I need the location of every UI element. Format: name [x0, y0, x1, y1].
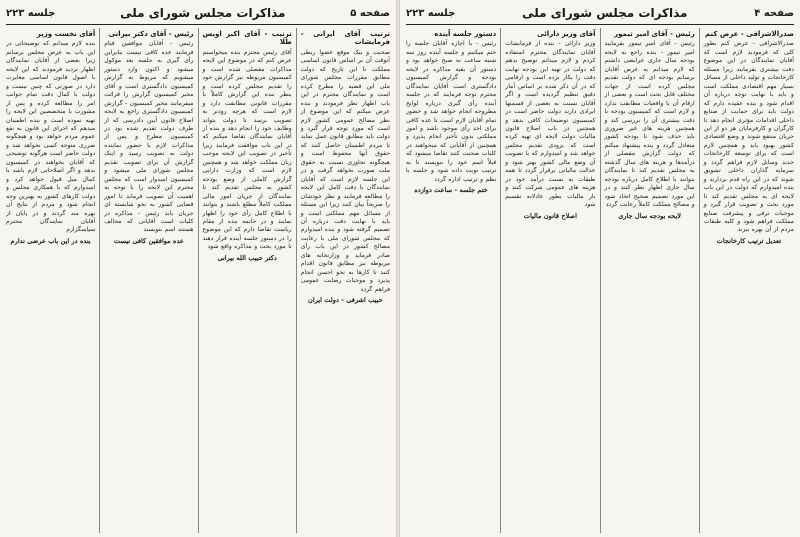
- column-heading: ترتیب آقای ایرانی - فرمایشات: [300, 30, 390, 47]
- left-header-page-number: صفحه ۵: [350, 7, 390, 19]
- text-column: [600, 28, 695, 533]
- column-body: صحبت و بیک موقع عضوا ربطی آنوقت آن بر اساس قانون اساسی مملکت تا این تاریخ که دولت مطابق مقررات مجلس شورای ملی این قضیه را مطرح کرده است و نمایندگان محترم در این باب اظهار نظر فرمودند و بنده عرض میکنم که این موضوع از نظر مصالح عمومی کشور لازم است که مورد توجه قرار گیرد و دولت باید مطابق قانون عمل نماید تا مردم اطمینان حاصل کنند که حقوق آنها محفوظ است و هیچگونه تجاوزی نسبت به حقوق ملت صورت نخواهد گرفت و در این جلسه لازم است که آقایان نمایندگان با دقت کامل این لایحه را مطالعه فرمایند و نظر خودشان را صریحاً بیان کنند زیرا این مسئله از مسائل مهم مملکتی است و باید با نهایت دقت درباره آن تصمیم گرفته شود و بنده امیدوارم که مجلس شورای ملی با رعایت مصالح کشور در این باب رأی صادر فرماید و وزارتخانه های مربوطه نیز مطابق قانون اقدام کنند تا کارها به نحو احسن انجام پذیرد و موجبات رضایت عمومی فراهم گردد: [300, 48, 390, 293]
- column-body: صدرالاشرافی - عرض کنم بطور کلی که فرمودید لازم است که آقایان نمایندگان در این موضوع دقت بیشتری بفرمایند زیرا مسئله کارخانجات و تولید داخلی از مسائل بسیار مهم اقتصادی مملکت است و باید با نهایت توجه درباره آن اقدام شود و بنده عقیده دارم که دولت باید برای حمایت از صنایع داخلی اقدامات مؤثری انجام دهد تا کارگران و کارفرمایان هر دو از این جریان منتفع شوند و وضع اقتصادی کشور بهبود یابد و همچنین لازم است که برای توسعه کارخانجات جدید وسایل لازم فراهم گردد و سرمایه گذاران داخلی تشویق شوند که در این راه قدم بردارند و بنده امیدوارم که دولت در این باب لایحه ای به مجلس تقدیم کند تا مورد بحث و تصویب قرار گیرد و موجبات ترقی و پیشرفت صنایع مملکت فراهم شود و کلیه طبقات مردم از آن بهره ببرند: [703, 40, 794, 234]
- column-heading: آقای وزیر دارائی: [537, 30, 596, 38]
- right-header-page-number: صفحه ۴: [754, 7, 794, 19]
- column-heading: رئیس - آقای امیر تیمور: [614, 30, 695, 38]
- left-page: [0, 0, 397, 537]
- column-subheading: تعدیل ترتیب کارخانجات: [716, 236, 782, 245]
- right-page-columns: [406, 28, 794, 533]
- column-body: رئیس - آقایان موافقین قیام فرمایند عده کافی نیست بنابراین رأی گیری به جلسه بعد موکول میشود و اکنون وارد دستور میشویم که مربوط به گزارش کمیسیون دادگستری است و آقای مخبر کمیسیون گزارش را قرائت میفرمایند مخبر کمیسیون - گزارش کمیسیون دادگستری راجع به لایحه اصلاح قانون آیین دادرسی که از طرف دولت تقدیم شده بود در کمیسیون مطرح و پس از مذاکرات لازم با حضور نماینده دولت به تصویب رسید و اینک گزارش آن برای تصویب تقدیم مجلس شورای ملی میشود و کمیسیون امیدوار است که مجلس محترم این لایحه را با توجه به اهمیت آن تصویب فرماید تا امور قضایی کشور به نحو شایسته ای جریان یابد رئیس - مذاکره در کلیات است آقایانی که مخالف هستند اسم بنویسند: [104, 40, 194, 234]
- column-subheading: عده موافقین کافی نیست: [113, 236, 184, 245]
- column-heading: دستور جلسه آینده: [434, 30, 497, 38]
- left-page-columns: [6, 28, 390, 533]
- column-heading: آقای نخست وزیر: [36, 30, 96, 38]
- column-body: وزیر دارائی - بنده از فرمایشات آقایان نمایندگان محترم استفاده کردم و لازم میدانم توضیح بدهم که دولت در تهیه این بودجه نهایت دقت را بکار برده است و ارقامی که در آن ذکر شده بر اساس آمار دقیق تنظیم گردیده است و اگر آقایان نسبت به بعضی از قسمتها ایرادی دارند دولت حاضر است در کمیسیون توضیحات کافی بدهد و همچنین در باب اصلاح قانون مالیات دولت لایحه ای تهیه کرده است که بزودی تقدیم مجلس خواهد شد و امیدوارم که با تصویب آن وضع مالی کشور بهتر شود و عدالت مالیاتی برقرار گردد تا همه طبقات به نسبت درآمد خود در هزینه های عمومی شرکت کنند و بار مالیات بطور عادلانه تقسیم شود: [505, 40, 596, 209]
- text-column: [500, 28, 595, 533]
- text-column: [699, 28, 794, 533]
- column-heading: ترتیب - آقای اکبر اویس طلا: [202, 30, 292, 47]
- column-subheading: ختم جلسه - ساعت دوازده: [414, 186, 488, 195]
- column-body: رئیس - با اجازه آقایان جلسه را ختم میکنیم و جلسه آینده روز سه شنبه ساعت نه صبح خواهد بود و دستور آن بقیه مذاکره در لایحه بودجه و گزارش کمیسیون دادگستری است آقایان نمایندگان محترم توجه فرمایند که در جلسه آینده رأی گیری درباره لوایح مطروحه انجام خواهد شد و حضور تمام آقایان لازم است تا عده کافی برای اخذ رأی موجود باشد و امور مملکتی بدون تأخیر انجام پذیرد و همچنین از آقایانی که میخواهند در کلیات صحبت کنند تقاضا میشود که قبلاً اسم خود را بنویسند تا به ترتیب نوبت داده شود و جلسه با نظم و ترتیب اداره گردد: [406, 40, 497, 183]
- text-column: [406, 28, 496, 533]
- text-column: [99, 28, 193, 533]
- column-subheading: اصلاح قانون مالیات: [523, 211, 577, 220]
- text-column: [6, 28, 95, 533]
- column-subheading: بنده در این باب عرضی ندارم: [10, 236, 91, 245]
- text-column: [296, 28, 390, 533]
- column-body: آقای رئیس محترم بنده میخواستم عرض کنم که در موضوع این لایحه مذاکرات مفصلی شده است و کمیسیون مربوطه نیز گزارش خود را تقدیم مجلس کرده است و بنظر بنده این گزارش کاملاً با مقررات قانونی مطابقت دارد و لازم است که هرچه زودتر به تصویب برسد تا دولت بتواند وظایف خود را انجام دهد و بنده از آقایان نمایندگان تقاضا میکنم که در این باب موافقت فرمایند زیرا تأخیر در تصویب این لایحه موجب زیان مملکت خواهد شد و همچنین لازم است که وزارت دارایی گزارش کاملی از وضع بودجه کشور به مجلس تقدیم کند تا نمایندگان از جریان امور مالی مملکت کاملاً مطلع باشند و بتوانند با اطلاع کامل رأی خود را اظهار نمایند و در خاتمه بنده از مقام ریاست تقاضا دارم که این موضوع را در دستور جلسه آینده قرار دهند تا مورد بحث و مذاکره واقع شود: [202, 48, 292, 251]
- text-column: [198, 28, 292, 533]
- column-heading: رئیس - آقای دکتر بیرانی: [108, 30, 194, 38]
- column-subheading: حبیب اشرفی - دولت ایران: [308, 296, 383, 305]
- right-page-header: [406, 2, 794, 25]
- column-subheading: دکتر حبیب الله بیرانی: [217, 253, 277, 262]
- right-header-session: جلسه ۲۲۳: [406, 7, 456, 19]
- column-body: رئیس - آقای امیر تیمور بفرمایید امیر تیمور - بنده راجع به لایحه بودجه سال جاری عرایضی داشتم که لازم میدانم به عرض آقایان برسانم بودجه ای که دولت تقدیم مجلس کرده است از جهات مختلف قابل بحث است و بعضی از ارقام آن با واقعیات مطابقت ندارد و لازم است که کمیسیون بودجه با دقت بیشتری آن را بررسی کند و همچنین هزینه های غیر ضروری باید حذف شود تا بودجه کشور متعادل گردد و بنده پیشنهاد میکنم که دولت گزارش مفصلی از درآمدها و هزینه های سال گذشته به مجلس تقدیم کند تا نمایندگان بتوانند با اطلاع کامل درباره بودجه سال جاری اظهار نظر کنند و در این مورد تصمیم صحیح اتخاذ شود و مصالح مملکت کاملاً رعایت گردد: [604, 40, 695, 209]
- left-page-header: [6, 2, 390, 25]
- column-heading: صدرالاشرافی - عرض کنم: [705, 30, 794, 38]
- right-page: [400, 0, 800, 537]
- left-header-session: جلسه ۲۲۳: [6, 7, 56, 19]
- column-subheading: لایحه بودجه سال جاری: [618, 211, 682, 220]
- column-body: بنده لازم میدانم که توضیحاتی در این باب به عرض مجلس برسانم زیرا بعضی از آقایان نمایندگان اظهار تردید فرمودند که این لایحه با اصول قانون اساسی مغایرت دارد در صورتی که چنین نیست و دولت با کمال دقت تمام جوانب امر را مطالعه کرده و پس از مشورت با متخصصین این لایحه را تهیه نموده است و بنده اطمینان میدهم که اجرای این قانون به نفع عموم مردم خواهد بود و هیچگونه ضرری متوجه کسی نخواهد شد و دولت حاضر است هرگونه توضیحی که آقایان بخواهند در کمیسیون بدهد و اگر اصلاحاتی لازم باشد با کمال میل قبول خواهد کرد و امیدوارم که با همکاری مجلس و دولت کارهای کشور به بهترین وجه انجام شود و مردم از نتایج آن بهره مند گردند و در پایان از آقایان نمایندگان محترم سپاسگزارم: [6, 40, 96, 234]
- right-header-title: مذاکرات مجلس شورای ملی: [522, 6, 688, 20]
- left-header-title: مذاکرات مجلس شورای ملی: [120, 6, 286, 20]
